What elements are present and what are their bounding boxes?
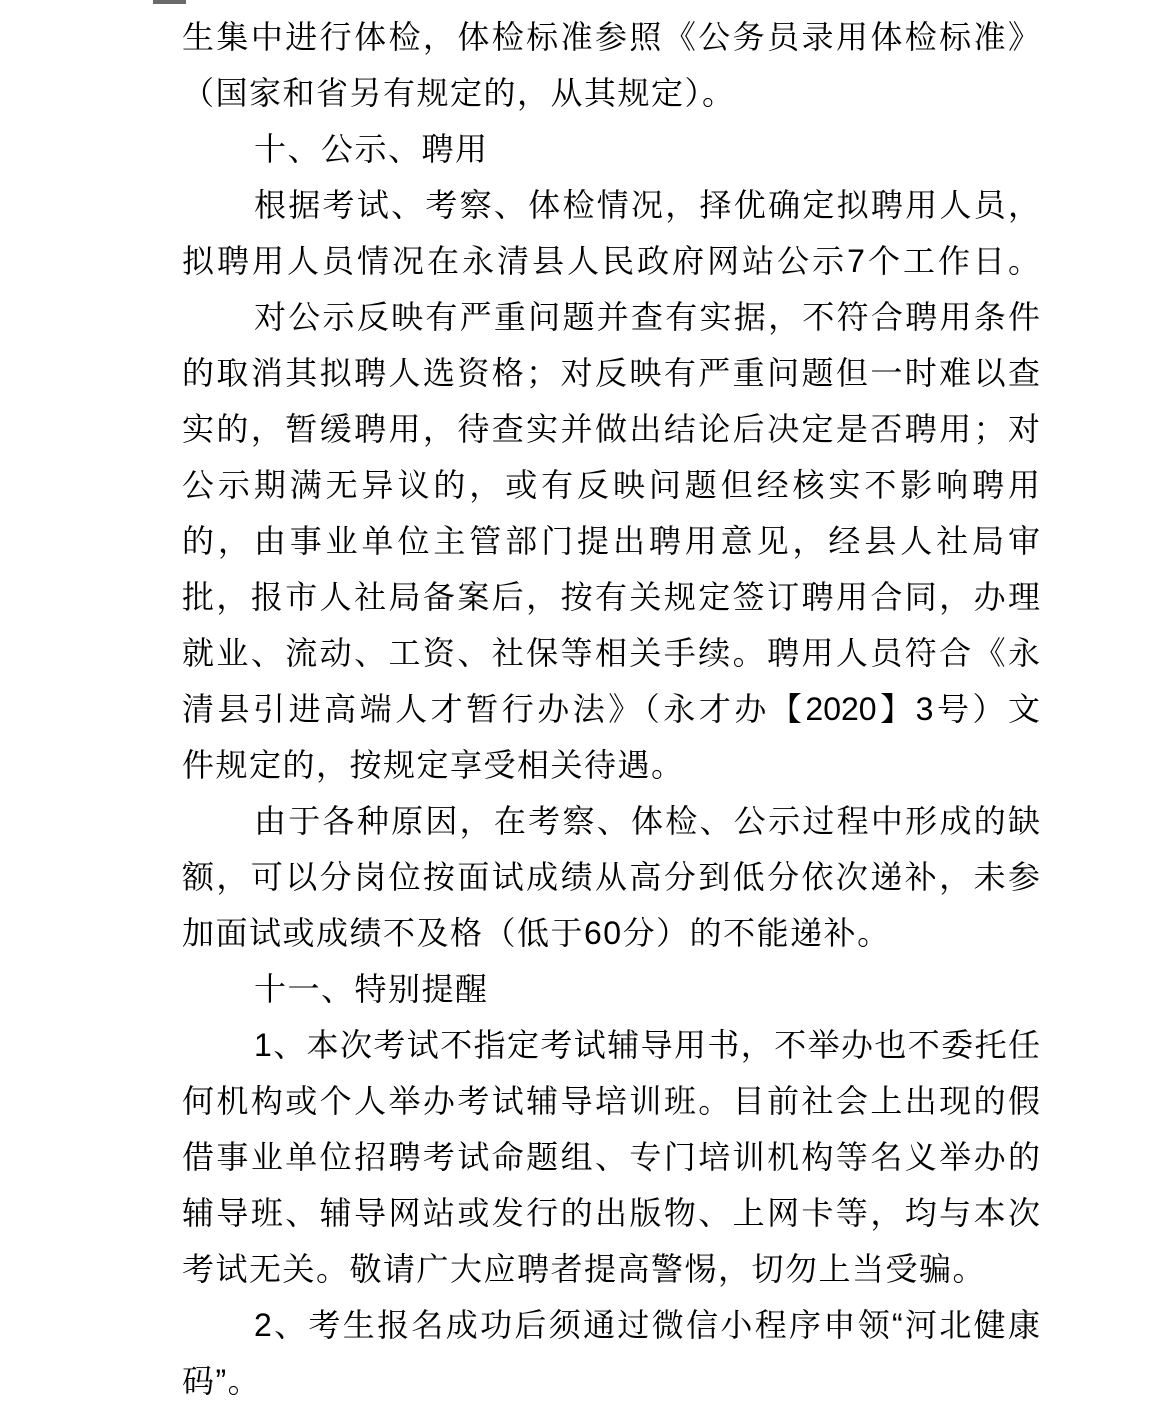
text-line: 公示期满无异议的，或有反映问题但经核实不影响聘用: [182, 467, 1040, 503]
text-line: 清县引进高端人才暂行办法》（永才办【2020】3号）文: [182, 691, 1040, 727]
text-line: 辅导班、辅导网站或发行的出版物、上网卡等，均与本次: [182, 1195, 1040, 1231]
text-line: 额，可以分岗位按面试成绩从高分到低分依次递补，未参: [182, 859, 1040, 895]
document-body: [182, 9, 1040, 1409]
text-line: 对公示反映有严重问题并查有实据，不符合聘用条件: [254, 299, 1040, 335]
text-line: 就业、流动、工资、社保等相关手续。聘用人员符合《永: [182, 635, 1040, 671]
section-heading: 十一、特别提醒: [254, 971, 489, 1007]
text-line: 根据考试、考察、体检情况，择优确定拟聘用人员，: [254, 187, 1040, 223]
text-line: 何机构或个人举办考试辅导培训班。目前社会上出现的假: [182, 1083, 1040, 1119]
text-line: 批，报市人社局备案后，按有关规定签订聘用合同，办理: [182, 579, 1040, 615]
text-line: 的，由事业单位主管部门提出聘用意见，经县人社局审: [182, 523, 1040, 559]
text-line: 拟聘用人员情况在永清县人民政府网站公示7个工作日。: [182, 243, 1040, 279]
text-line: 由于各种原因，在考察、体检、公示过程中形成的缺: [254, 803, 1040, 839]
text-line: 码”。: [182, 1363, 262, 1399]
text-line: 生集中进行体检，体检标准参照《公务员录用体检标准》: [182, 19, 1040, 55]
text-line: （国家和省另有规定的，从其规定）。: [182, 75, 736, 111]
text-line: 2、考生报名成功后须通过微信小程序申领“河北健康: [254, 1307, 1040, 1343]
text-line: 的取消其拟聘人选资格；对反映有严重问题但一时难以查: [182, 355, 1040, 391]
text-line: 加面试或成绩不及格（低于60分）的不能递补。: [182, 915, 891, 951]
text-line: 考试无关。敬请广大应聘者提高警惕，切勿上当受骗。: [182, 1251, 987, 1287]
text-line: 借事业单位招聘考试命题组、专门培训机构等名义举办的: [182, 1139, 1040, 1175]
text-line: 1、本次考试不指定考试辅导用书，不举办也不委托任: [254, 1027, 1040, 1063]
section-heading: 十、公示、聘用: [254, 131, 489, 167]
cropped-glyph-remnant: [153, 0, 186, 4]
text-line: 件规定的，按规定享受相关待遇。: [182, 747, 685, 783]
text-line: 实的，暂缓聘用，待查实并做出结论后决定是否聘用；对: [182, 411, 1040, 447]
